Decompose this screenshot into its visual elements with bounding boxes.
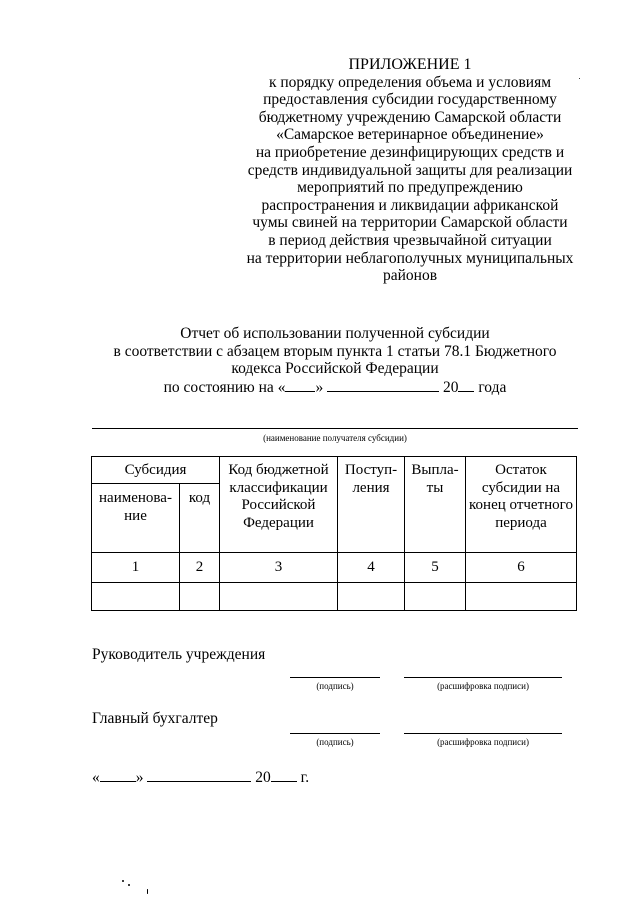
header-code: код — [180, 484, 220, 553]
report-date-mid: » — [315, 378, 324, 396]
appendix-line: мероприятий по предупреждению — [297, 179, 523, 197]
decoding-caption: (расшифровка подписи) — [437, 737, 529, 747]
report-date-line — [60, 378, 610, 397]
year-blank — [458, 378, 474, 392]
signature-caption: (подпись) — [316, 681, 354, 691]
appendix-line: чумы свиней на территории Самарской области — [252, 214, 568, 232]
footer-date-open: « — [92, 769, 100, 786]
accountant-label: Главный бухгалтер — [92, 710, 218, 727]
empty-cell — [466, 583, 577, 611]
report-date-prefix: по состоянию на « — [163, 378, 286, 396]
scan-speck — [579, 78, 580, 79]
accountant-decoding-line — [404, 733, 562, 734]
report-date-suffix: года — [478, 378, 507, 396]
appendix-line: средств индивидуальной защиты для реализации — [247, 161, 573, 179]
empty-cell — [338, 583, 405, 611]
header-payments: Выпла-ты — [405, 457, 466, 553]
header-budget-code: Код бюджетной классификации Российской Федерации — [220, 457, 338, 553]
column-number: 5 — [405, 553, 466, 583]
footer-date — [92, 768, 309, 787]
accountant-signature-line — [290, 733, 380, 734]
head-signature-line — [290, 677, 380, 678]
column-number: 3 — [220, 553, 338, 583]
column-number: 4 — [338, 553, 405, 583]
footer-year-blank — [271, 768, 297, 782]
appendix-line: на приобретение дезинфицирующих средств и — [255, 143, 565, 161]
header-subsidy: Субсидия — [92, 457, 220, 484]
empty-cell — [92, 583, 180, 611]
appendix-line: «Самарское ветеринарное объединение» — [276, 126, 544, 144]
header-receipts: Поступ-ления — [338, 457, 405, 553]
report-title-line: кодекса Российской Федерации — [231, 360, 439, 378]
report-title — [60, 325, 610, 396]
empty-cell — [220, 583, 338, 611]
scan-speck — [128, 884, 130, 886]
head-label: Руководитель учреждения — [92, 646, 266, 663]
recipient-caption: (наименование получателя субсидии) — [263, 433, 407, 443]
header-name: наименова-ние — [92, 484, 180, 553]
signature-caption: (подпись) — [316, 737, 354, 747]
appendix-line: к порядку определения объема и условиям — [268, 73, 552, 91]
footer-month-blank — [147, 768, 251, 782]
decoding-caption: (расшифровка подписи) — [437, 681, 529, 691]
month-blank — [327, 378, 439, 392]
day-blank — [285, 378, 315, 392]
empty-cell — [405, 583, 466, 611]
appendix-title: ПРИЛОЖЕНИЕ 1 — [348, 56, 472, 73]
report-title-line: Отчет об использовании полученной субсидии — [180, 325, 490, 342]
footer-date-year: 20 — [255, 769, 271, 786]
appendix-line: на территории неблагополучных муниципальных — [246, 249, 574, 267]
column-number: 6 — [466, 553, 577, 583]
appendix-line: предоставления субсидии государственному — [263, 91, 557, 109]
header-balance: Остаток субсидии на конец отчетного периода — [466, 457, 577, 553]
column-number: 1 — [92, 553, 180, 583]
column-number: 2 — [180, 553, 220, 583]
appendix-line: в период действия чрезвычайной ситуации — [268, 231, 552, 249]
appendix-line: районов — [382, 267, 438, 285]
scan-speck — [122, 880, 124, 882]
report-date-year: 20 — [442, 378, 459, 396]
footer-date-close: » — [135, 769, 144, 786]
report-title-line: в соответствии с абзацем вторым пункта 1 статьи 78.1 Бюджетного — [113, 342, 557, 360]
appendix-line: распространения и ликвидации африканской — [261, 196, 559, 214]
recipient-name-line — [92, 428, 578, 429]
empty-cell — [180, 583, 220, 611]
footer-date-suffix: г. — [300, 769, 310, 786]
scan-speck — [147, 889, 148, 894]
appendix-header — [240, 56, 580, 285]
footer-day-blank — [100, 768, 136, 782]
head-decoding-line — [404, 677, 562, 678]
appendix-line: бюджетному учреждению Самарской области — [258, 108, 562, 126]
subsidy-table — [91, 456, 577, 611]
